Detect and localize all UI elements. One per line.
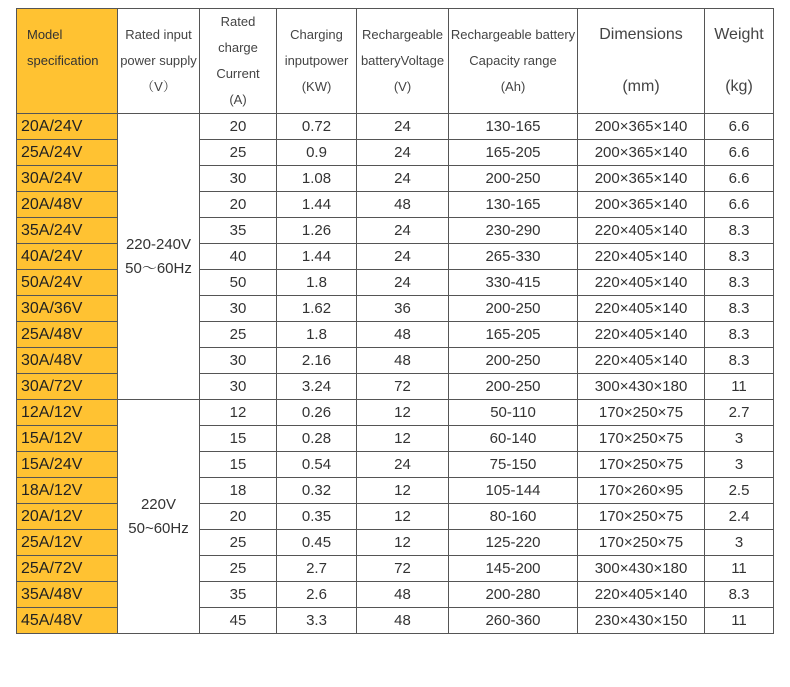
voltage-cell: 24 — [357, 114, 449, 140]
current-cell: 12 — [200, 400, 277, 426]
model-cell: 30A/36V — [17, 296, 118, 322]
header-current: Rated charge Current (A) — [200, 9, 277, 114]
power-cell: 0.45 — [277, 530, 357, 556]
weight-cell: 11 — [705, 556, 774, 582]
current-cell: 30 — [200, 348, 277, 374]
dimensions-cell: 170×250×75 — [578, 452, 705, 478]
weight-cell: 11 — [705, 374, 774, 400]
model-cell: 25A/24V — [17, 140, 118, 166]
dimensions-cell: 220×405×140 — [578, 582, 705, 608]
weight-cell: 11 — [705, 608, 774, 634]
model-cell: 25A/48V — [17, 322, 118, 348]
capacity-cell: 50-110 — [449, 400, 578, 426]
model-cell: 20A/48V — [17, 192, 118, 218]
current-cell: 25 — [200, 530, 277, 556]
model-cell: 25A/72V — [17, 556, 118, 582]
current-cell: 18 — [200, 478, 277, 504]
spec-table-body — [17, 114, 774, 634]
current-cell: 40 — [200, 244, 277, 270]
voltage-cell: 12 — [357, 530, 449, 556]
capacity-cell: 125-220 — [449, 530, 578, 556]
current-cell: 30 — [200, 374, 277, 400]
power-cell: 1.8 — [277, 270, 357, 296]
weight-cell: 8.3 — [705, 270, 774, 296]
capacity-cell: 200-250 — [449, 348, 578, 374]
model-cell: 18A/12V — [17, 478, 118, 504]
supply-line: 220-240V — [125, 235, 192, 253]
dimensions-cell: 170×250×75 — [578, 426, 705, 452]
capacity-cell: 200-280 — [449, 582, 578, 608]
capacity-cell: 165-205 — [449, 140, 578, 166]
dimensions-cell: 220×405×140 — [578, 244, 705, 270]
weight-cell: 8.3 — [705, 322, 774, 348]
weight-cell: 8.3 — [705, 296, 774, 322]
voltage-cell: 12 — [357, 504, 449, 530]
dimensions-cell: 230×430×150 — [578, 608, 705, 634]
capacity-cell: 60-140 — [449, 426, 578, 452]
dimensions-cell: 200×365×140 — [578, 140, 705, 166]
dimensions-cell: 200×365×140 — [578, 192, 705, 218]
model-cell: 20A/12V — [17, 504, 118, 530]
header-dimensions: Dimensions (mm) — [578, 9, 705, 114]
model-cell: 15A/24V — [17, 452, 118, 478]
power-cell: 2.6 — [277, 582, 357, 608]
current-cell: 25 — [200, 322, 277, 348]
capacity-cell: 265-330 — [449, 244, 578, 270]
power-cell: 0.28 — [277, 426, 357, 452]
table-row — [17, 114, 774, 140]
capacity-cell: 80-160 — [449, 504, 578, 530]
voltage-cell: 24 — [357, 166, 449, 192]
supply-line: 50～60Hz — [125, 259, 192, 277]
model-cell: 12A/12V — [17, 400, 118, 426]
current-cell: 35 — [200, 582, 277, 608]
voltage-cell: 72 — [357, 556, 449, 582]
power-cell: 1.44 — [277, 244, 357, 270]
current-cell: 25 — [200, 140, 277, 166]
capacity-cell: 200-250 — [449, 296, 578, 322]
model-cell: 15A/12V — [17, 426, 118, 452]
dimensions-cell: 220×405×140 — [578, 348, 705, 374]
header-supply: Rated input power supply （V） — [118, 9, 200, 114]
dimensions-cell: 300×430×180 — [578, 556, 705, 582]
weight-cell: 8.3 — [705, 244, 774, 270]
voltage-cell: 48 — [357, 192, 449, 218]
model-cell: 30A/48V — [17, 348, 118, 374]
voltage-cell: 36 — [357, 296, 449, 322]
capacity-cell: 130-165 — [449, 192, 578, 218]
dimensions-cell: 170×260×95 — [578, 478, 705, 504]
capacity-cell: 200-250 — [449, 374, 578, 400]
power-cell: 0.26 — [277, 400, 357, 426]
power-cell: 0.32 — [277, 478, 357, 504]
header-power: Charging inputpower (KW) — [277, 9, 357, 114]
header-model: Model specification — [17, 9, 118, 114]
power-cell: 1.08 — [277, 166, 357, 192]
supply-line: 220V — [140, 495, 177, 513]
header-voltage: Rechargeable batteryVoltage (V) — [357, 9, 449, 114]
capacity-cell: 145-200 — [449, 556, 578, 582]
power-cell: 1.62 — [277, 296, 357, 322]
capacity-cell: 330-415 — [449, 270, 578, 296]
power-cell: 3.24 — [277, 374, 357, 400]
dimensions-cell: 300×430×180 — [578, 374, 705, 400]
voltage-cell: 48 — [357, 348, 449, 374]
dimensions-cell: 220×405×140 — [578, 270, 705, 296]
power-cell: 0.9 — [277, 140, 357, 166]
current-cell: 15 — [200, 426, 277, 452]
voltage-cell: 48 — [357, 322, 449, 348]
current-cell: 50 — [200, 270, 277, 296]
weight-cell: 6.6 — [705, 114, 774, 140]
voltage-cell: 24 — [357, 140, 449, 166]
current-cell: 20 — [200, 192, 277, 218]
model-cell: 35A/48V — [17, 582, 118, 608]
capacity-cell: 200-250 — [449, 166, 578, 192]
weight-cell: 3 — [705, 452, 774, 478]
weight-cell: 6.6 — [705, 140, 774, 166]
model-cell: 20A/24V — [17, 114, 118, 140]
weight-cell: 8.3 — [705, 218, 774, 244]
weight-cell: 2.4 — [705, 504, 774, 530]
capacity-cell: 105-144 — [449, 478, 578, 504]
current-cell: 30 — [200, 296, 277, 322]
current-cell: 35 — [200, 218, 277, 244]
current-cell: 30 — [200, 166, 277, 192]
dimensions-cell: 200×365×140 — [578, 166, 705, 192]
dimensions-cell: 220×405×140 — [578, 322, 705, 348]
weight-cell: 2.7 — [705, 400, 774, 426]
supply-line: 50~60Hz — [128, 519, 189, 537]
power-cell: 1.8 — [277, 322, 357, 348]
capacity-cell: 130-165 — [449, 114, 578, 140]
voltage-cell: 12 — [357, 426, 449, 452]
supply-cell — [118, 114, 200, 400]
current-cell: 15 — [200, 452, 277, 478]
power-cell: 2.7 — [277, 556, 357, 582]
power-cell: 1.26 — [277, 218, 357, 244]
weight-cell: 3 — [705, 426, 774, 452]
header-row — [17, 9, 774, 114]
model-cell: 30A/24V — [17, 166, 118, 192]
power-cell: 1.44 — [277, 192, 357, 218]
capacity-cell: 75-150 — [449, 452, 578, 478]
model-cell: 50A/24V — [17, 270, 118, 296]
current-cell: 45 — [200, 608, 277, 634]
spec-table — [16, 8, 774, 634]
dimensions-cell: 170×250×75 — [578, 504, 705, 530]
voltage-cell: 24 — [357, 244, 449, 270]
power-cell: 0.54 — [277, 452, 357, 478]
capacity-cell: 230-290 — [449, 218, 578, 244]
dimensions-cell: 220×405×140 — [578, 218, 705, 244]
weight-cell: 2.5 — [705, 478, 774, 504]
model-cell: 35A/24V — [17, 218, 118, 244]
voltage-cell: 24 — [357, 270, 449, 296]
weight-cell: 8.3 — [705, 582, 774, 608]
current-cell: 20 — [200, 114, 277, 140]
capacity-cell: 165-205 — [449, 322, 578, 348]
model-cell: 45A/48V — [17, 608, 118, 634]
voltage-cell: 48 — [357, 608, 449, 634]
weight-cell: 6.6 — [705, 192, 774, 218]
current-cell: 20 — [200, 504, 277, 530]
model-cell: 25A/12V — [17, 530, 118, 556]
dimensions-cell: 170×250×75 — [578, 530, 705, 556]
power-cell: 2.16 — [277, 348, 357, 374]
supply-cell — [118, 400, 200, 634]
model-cell: 30A/72V — [17, 374, 118, 400]
dimensions-cell: 170×250×75 — [578, 400, 705, 426]
voltage-cell: 24 — [357, 218, 449, 244]
weight-cell: 8.3 — [705, 348, 774, 374]
weight-cell: 6.6 — [705, 166, 774, 192]
power-cell: 3.3 — [277, 608, 357, 634]
dimensions-cell: 200×365×140 — [578, 114, 705, 140]
model-cell: 40A/24V — [17, 244, 118, 270]
voltage-cell: 24 — [357, 452, 449, 478]
voltage-cell: 72 — [357, 374, 449, 400]
capacity-cell: 260-360 — [449, 608, 578, 634]
table-row — [17, 400, 774, 426]
header-capacity: Rechargeable battery Capacity range (Ah) — [449, 9, 578, 114]
header-weight: Weight (kg) — [705, 9, 774, 114]
voltage-cell: 12 — [357, 478, 449, 504]
weight-cell: 3 — [705, 530, 774, 556]
voltage-cell: 48 — [357, 582, 449, 608]
voltage-cell: 12 — [357, 400, 449, 426]
power-cell: 0.35 — [277, 504, 357, 530]
dimensions-cell: 220×405×140 — [578, 296, 705, 322]
current-cell: 25 — [200, 556, 277, 582]
power-cell: 0.72 — [277, 114, 357, 140]
